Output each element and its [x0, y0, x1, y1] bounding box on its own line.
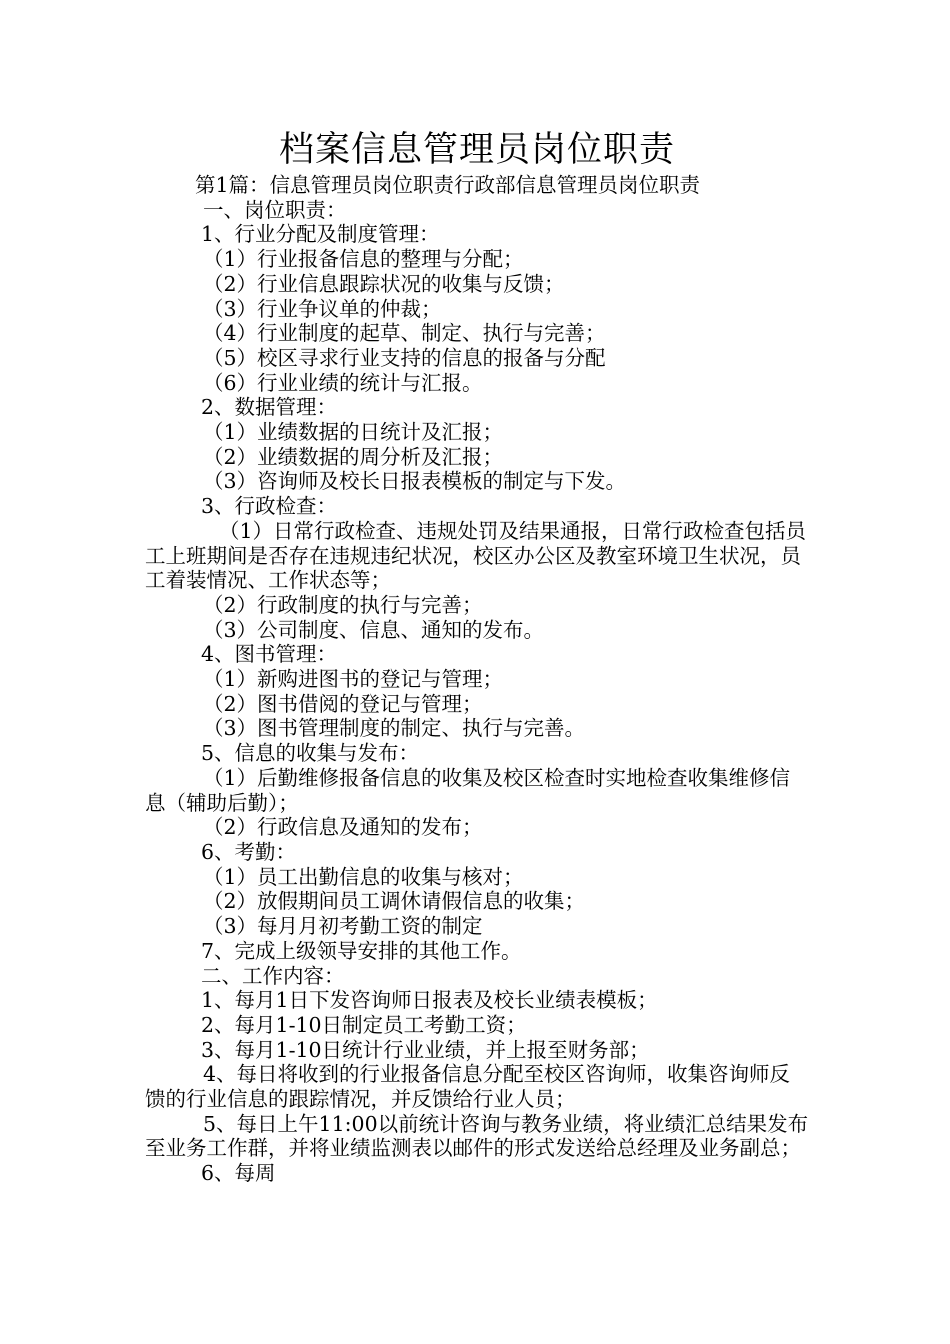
- body-paragraph: （2）行政制度的执行与完善；: [203, 592, 483, 617]
- document-page: [145, 128, 809, 1186]
- body-paragraph: （1）业绩数据的日统计及汇报；: [203, 420, 504, 445]
- document-title: 档案信息管理员岗位职责: [278, 130, 675, 170]
- body-paragraph: （1）后勤维修报备信息的收集及校区检查时实地检查收集维修信息（辅助后勤）；: [145, 765, 791, 815]
- body-paragraph: 6、考勤：: [201, 839, 297, 864]
- body-paragraph: 1、每月1日下发咨询师日报表及校长业绩表模板；: [201, 988, 658, 1013]
- body-paragraph: 5、每日上午11:00以前统计咨询与教务业绩，将业绩汇总结果发布至业务工作群，并将业绩监测表以邮件的形式发送给总经理及业务副总；: [145, 1111, 809, 1161]
- body-paragraph: 二、工作内容：: [201, 963, 345, 988]
- body-paragraph: （6）行业业绩的统计与汇报。: [203, 370, 483, 395]
- body-paragraph: 4、每日将收到的行业报备信息分配至校区咨询师，收集咨询师反馈的行业信息的跟踪情况，并反馈给行业人员；: [145, 1062, 791, 1112]
- body-paragraph: （2）行政信息及通知的发布；: [203, 815, 483, 840]
- body-paragraph: （3）图书管理制度的制定、执行与完善。: [203, 716, 586, 741]
- body-paragraph: 3、每月1-10日统计行业业绩，并上报至财务部；: [201, 1037, 650, 1062]
- body-paragraph: （2）放假期间员工调休请假信息的收集；: [203, 889, 586, 914]
- body-paragraph: （5）校区寻求行业支持的信息的报备与分配: [203, 345, 606, 370]
- body-paragraph: 3、行政检查：: [201, 494, 338, 519]
- body-paragraph: （1）新购进图书的登记与管理；: [203, 667, 504, 692]
- body-paragraph: 7、完成上级领导安排的其他工作。: [201, 938, 522, 963]
- body-paragraph: （2）行业信息跟踪状况的收集与反馈；: [203, 271, 565, 296]
- body-paragraph: （3）每月月初考勤工资的制定: [203, 914, 483, 939]
- document-body: [145, 173, 809, 1186]
- body-paragraph: （1）行业报备信息的整理与分配；: [203, 247, 524, 272]
- body-paragraph: 4、图书管理：: [201, 642, 338, 667]
- body-paragraph: （4）行业制度的起草、制定、执行与完善；: [203, 321, 606, 346]
- body-paragraph: 第1篇：信息管理员岗位职责行政部信息管理员岗位职责: [195, 173, 701, 197]
- body-paragraph: 一、岗位职责：: [203, 197, 347, 222]
- body-paragraph: （2）图书借阅的登记与管理；: [203, 691, 483, 716]
- body-paragraph: 5、信息的收集与发布：: [201, 741, 420, 766]
- body-paragraph: （3）咨询师及校长日报表模板的制定与下发。: [203, 469, 627, 494]
- body-paragraph: 2、数据管理：: [201, 395, 338, 420]
- body-paragraph: 6、每周: [201, 1161, 276, 1186]
- body-paragraph: 2、每月1-10日制定员工考勤工资；: [201, 1012, 527, 1037]
- body-paragraph: （3）公司制度、信息、通知的发布。: [203, 617, 545, 642]
- body-paragraph: （1）员工出勤信息的收集与核对；: [203, 864, 524, 889]
- body-paragraph: （2）业绩数据的周分析及汇报；: [203, 444, 504, 469]
- body-paragraph: （3）行业争议单的仲裁；: [203, 296, 442, 321]
- body-paragraph: 1、行业分配及制度管理：: [201, 222, 440, 247]
- body-paragraph: （1）日常行政检查、违规处罚及结果通报，日常行政检查包括员工上班期间是否存在违规违纪状况，校区办公区及教室环境卫生状况，员工着装情况、工作状态等；: [145, 518, 807, 593]
